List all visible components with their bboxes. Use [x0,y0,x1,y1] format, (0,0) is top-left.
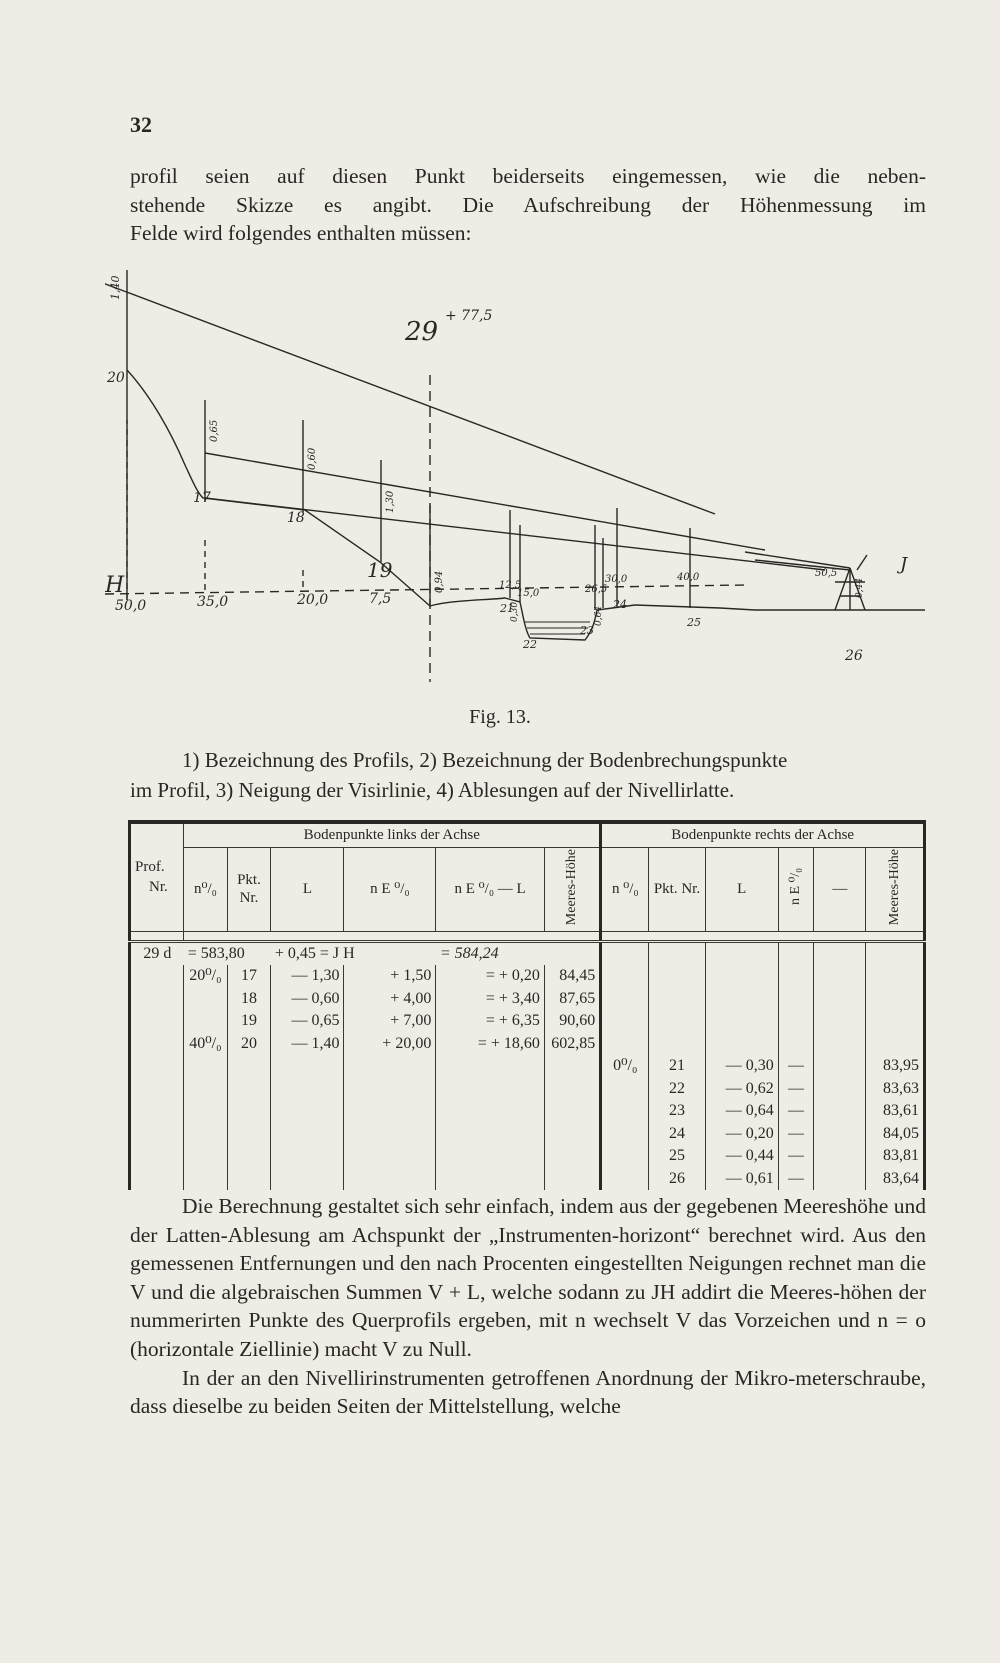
table-row: 0⁰/₀ 21 — 0,30 — 83,95 [130,1055,925,1078]
cell-first-text2: + 0,45 = J H [274,944,355,962]
label-v044: 0,44 [855,577,865,598]
table-row-first [130,941,925,965]
intro-paragraph [130,162,926,248]
profile-sketch [105,270,935,710]
label-H: H [105,573,125,598]
cell-first-text3: = 584,24 [439,944,499,962]
label-left-top: 1,40 [109,275,122,300]
col-prof [130,822,184,931]
legend-line-2: im Profil, 3) Neigung der Visirlinie, 4) Ablesungen auf der Nivellirlatte. [130,778,735,802]
col-right-pkt: Pkt. Nr. [649,847,705,931]
col-left-n: n⁰/₀ [184,847,227,931]
col-prof-bottom: Nr. [149,879,168,896]
label-p22: 22 [523,638,537,651]
label-p18: 18 [287,510,305,526]
label-left-20: 20 [107,370,125,386]
col-right-L: L [705,847,778,931]
label-p26: 26 [845,648,863,664]
axis-station-label: 29 [405,317,439,347]
levelling-table [128,820,926,1190]
label-r265: 26,5 [585,584,608,595]
cell-prof: 29 d [130,941,184,965]
label-r505: 50,5 [815,568,838,579]
table-row: 26 — 0,61 — 83,64 [130,1168,925,1191]
table-row: 20⁰/₀ 17 — 1,30 + 1,50 = + 0,20 84,45 [130,965,925,988]
intro-line-3: Felde wird folgendes enthalten müssen: [130,221,472,246]
table-row: 40⁰/₀ 20 — 1,40 + 20,00 = + 18,60 602,85 [130,1033,925,1056]
col-left-diff: n E ⁰/₀ — L [436,847,545,931]
label-dist-75: 7,5 [369,591,392,607]
col-right-hoehe: Meeres-Höhe [866,847,925,931]
label-r300: 30,0 [605,574,628,585]
label-p17: 17 [193,490,211,506]
label-dist-50: 50,0 [115,598,147,614]
label-r150: 15,0 [517,588,540,599]
table-row: 23 — 0,64 — 83,61 [130,1100,925,1123]
label-r400: 40,0 [677,572,700,583]
col-right-n: n ⁰/₀ [601,847,649,931]
label-p19: 19 [367,558,393,582]
group-left-header: Bodenpunkte links der Achse [184,822,601,847]
col-right-nE: n E ⁰/₀ [778,847,813,931]
table-row: 18 — 0,60 + 4,00 = + 3,40 87,65 [130,988,925,1011]
col-left-nE: n E ⁰/₀ [344,847,436,931]
label-p23: 23 [580,624,594,637]
table-row: 19 — 0,65 + 7,00 = + 6,35 90,60 [130,1010,925,1033]
col-right-dash: — [814,847,866,931]
figure-legend [130,745,930,805]
figure-caption: Fig. 13. [469,706,531,728]
label-p24: 24 [613,598,627,611]
label-p25: 25 [687,616,701,629]
group-right-header: Bodenpunkte rechts der Achse [601,822,925,847]
body-text [130,1192,926,1421]
legend-line-1: 1) Bezeichnung des Profils, 2) Bezeichnung der Bodenbrechungspunkte [182,748,788,772]
intro-line-1: profil seien auf diesen Punkt beiderseits eingemessen, wie die neben- [130,164,926,188]
horizon-dashed-line [105,585,745,594]
label-v064: 0,64 [594,605,604,626]
table-row: 22 — 0,62 — 83,63 [130,1078,925,1101]
label-p21: 21 [500,602,514,615]
col-left-hoehe: Meeres-Höhe [544,847,600,931]
label-v065: 0,65 [209,419,220,442]
cell-first-text1: = 583,80 [187,944,245,962]
body-paragraph-1: Die Berechnung gestaltet sich sehr einfach, indem aus der gegebenen Meereshöhe und der Latten-Ablesung am Achspunkt der „Instrumenten-horizont“ berechnet wird. Aus den gemessenen Entfernungen und den nach Procenten eingestellten Neigungen rechnet man die V und die algebraischen Summen V + L, welche sodann zu JH addirt die Meeres-höhen der nummerirten Punkte des Querprofils ergeben, mit n wechselt V das Vorzeichen und n = o (horizontale Ziellinie) macht V zu Null. [130,1194,926,1361]
label-v030: 0,30 [510,601,520,622]
label-J: J [900,554,908,575]
axis-station-sup: + 77,5 [445,308,493,324]
body-paragraph-2: In der an den Nivellirinstrumenten getroffenen Anordnung der Mikro-meterschraube, dass dieselbe zu beiden Seiten der Mittelstellung, welche [130,1365,926,1419]
intro-line-2: stehende Skizze es angibt. Die Aufschreibung der Höhenmessung im [130,192,926,217]
label-dist-35: 35,0 [197,594,229,610]
label-dist-20: 20,0 [297,592,329,608]
col-prof-top: Prof. [135,858,165,875]
label-v094: 0,94 [434,570,445,593]
col-left-L: L [271,847,344,931]
col-left-pkt: Pkt. Nr. [227,847,271,931]
table-row: 25 — 0,44 — 83,81 [130,1145,925,1168]
profile-sketch-svg [105,270,935,710]
page-number: 32 [130,112,152,137]
label-v060: 0,60 [307,447,318,470]
table-row: 24 — 0,20 — 84,05 [130,1123,925,1146]
label-v130: 1,30 [385,490,396,513]
label-r125: 12,5 [499,580,522,591]
